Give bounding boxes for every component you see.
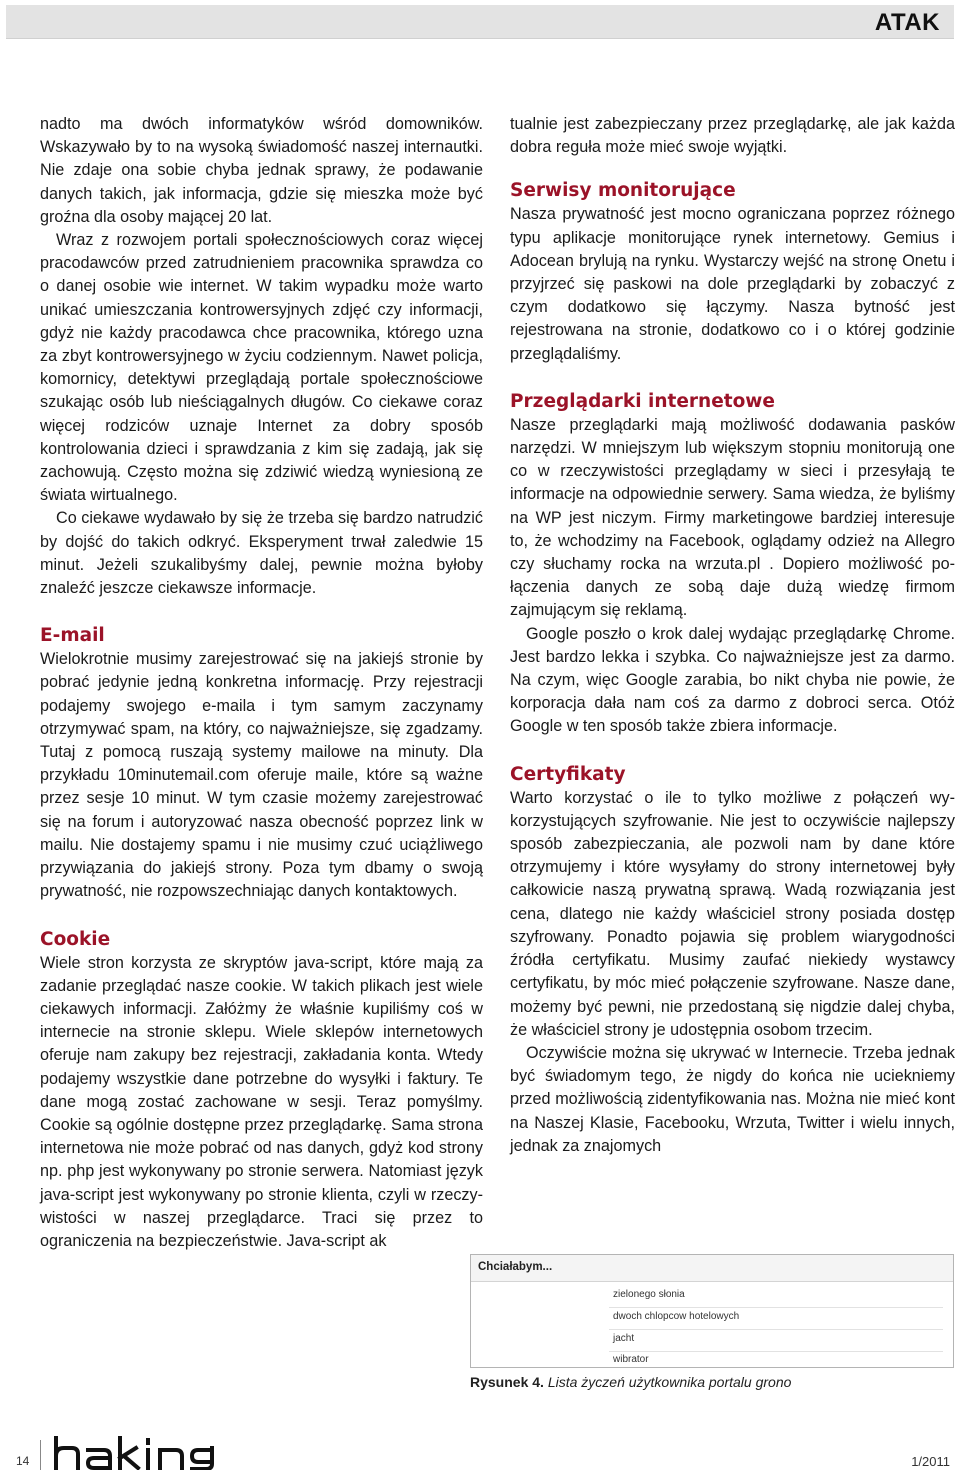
paragraph: Wielokrotnie musimy zarejestrować się na jakiejś stronie by pobrać jedynie jedną konkretna informację. Przy rejestracji podajemy swojego e-maila i tym samym zaczynamy otrzymywać spam, na który, co najważniejsze, się zgadzamy. Tutaj z pomocą ruszają systemy mailowe na minuty. Dla przykładu 10minutemail.com oferuje maile, które są ważne przez sesje 10 minut. W tym czasie możemy zarejestrować się na forum i autoryzować nasza obecność poprzez link w mailu. Nie dostajemy spamu i nie musimy czuć uciążliwego przywiązania do jakiejś strony. Poza tym dbamy o swoją prywatność, nie rozpowszechniając danych kontaktowych. [40,650,483,901]
paragraph: Nasze przeglądarki mają możliwość dodawania pasków narzędzi. W mniejszym lub większym stopniu monitorują one co w rzeczywistości przeglądamy w sieci i przesyłają te informacje na odpowiednie serwery. Sama wiedza, że byliśmy na WP jest niczym. Firmy marketingowe bardziej interesuje to, że wchodzimy na Facebook, oglądamy odzież na Allegro czy słuchamy rocka na wrzuta.pl . Dopiero możliwość połączenia danych ze sobą daje dużą wiedzę firmom zajmującym się reklamą. [510,415,955,620]
wishlist-item: dwoch chlopcow hotelowych [613,1311,740,1322]
paragraph: Google poszło o krok dalej wydając przeglądarkę Chrome. Jest bardzo lekka i szybka. Co najważniejsze jest za darmo. Na czym, więc Google zarabia, bo nikt chyba nie powie, że korporacja dała nam coś za darmo z dobroci serca. Otóż Google w ten sposób także zbiera informacje. [510,624,955,736]
paragraph: Oczywiście można się ukrywać w Internecie. Trzeba jednak być świadomym tego, że nigdy do końca nie uciekniemy przed możliwością zidentyfikowania nas. Można nie mieć kont na Naszej Klasie, Facebooku, Wrzuta, Twitter i wielu innych, jednak za znajomych [510,1043,955,1155]
divider [609,1307,943,1308]
issue-number: 1/2011 [911,1454,950,1469]
hakin9-logo [52,1436,252,1470]
paragraph: Wraz z rozwojem portali społecznościowych coraz więcej pracodawców przed zatrudnieniem pracownika sprawdza co o danej osobie wie internet. W takim wypadku może warto unikać umieszczania kontrowersyjnych zdjęć czy informacji, gdyż nie każdy pracodawca chce pracownika, którego uzna za zbyt kontrowersyjnego w życiu codziennym. Nawet policja, komornicy, detektywi przeglądają portale społecznościowe szukając osób lub nieściągalnych długów. Co ciekawe coraz więcej rodziców uznaje Internet za dobry sposób kontrolowania dzieci i sprawdzania z kim się zadają, jak się zachowują. Często można się zdziwić wiedzą wyniesioną ze świata wirtualnego. [40,231,483,505]
paragraph: Co ciekawe wydawało by się że trzeba się bardzo natrudzić by dojść do takich odkryć. Eksperyment trwał zaledwie 15 minut. Jeżeli szukalibyśmy dalej, pewnie można byłoby znaleźć jeszcze ciekawsze informacje. [40,509,483,598]
figure-caption [470,1374,791,1390]
divider [40,1440,41,1470]
heading-serwisy: Serwisy monitorujące [510,180,736,202]
wishlist-item: jacht [613,1333,635,1344]
paragraph: Nasza prywatność jest mocno ograniczana poprzez różnego typu aplikacje monitorujące rynek internetowy. Gemius i Adocean brylują na rynku. Wystarczy wejść na stronę Onetu i przyjrzeć się paskowi na dole przeglądarki by zobaczyć z czym dodatkowo się łączymy. Nasza bytność jest rejestrowana na stronie, dodatkowo co i o której godzinie przeglądaliśmy. [510,205,955,363]
paragraph: Warto korzystać o ile to tylko możliwe z połączeń wykorzystujących szyfrowanie. Nie jest to oczywiście najlepszy sposób zabezpieczania, ale pozwoli nam by dane które otrzymujemy i które wysyłamy do strony internetowej były całkowicie naszą prywatną sprawą. Wadą rozwiązania jest cena, dlatego nie każdy właściciel strony posiada dostęp szyfrowany. Ponadto pojawia się problem wiarygodności źródła certyfikatu. Musimy zaufać niekiedy wystawcy certyfikatu, by móc mieć połączenie szyfrowane. Nasze dane, możemy być pewni, nie przedostaną się nigdzie dalej chyba, że właściciel strony je udostępnia osobom trzecim. [510,788,955,1039]
right-column [510,113,955,1158]
heading-email: E-mail [40,625,105,647]
left-column [40,113,483,1253]
heading-certyfikaty: Certyfikaty [510,763,626,785]
divider [609,1351,943,1352]
wishlist-title-bar [471,1255,953,1282]
section-title: ATAK [874,9,940,36]
page-number: 14 [16,1454,30,1468]
caption-label: Rysunek 4. [470,1374,544,1390]
heading-cookie: Cookie [40,928,111,950]
wishlist-item: wibrator [613,1354,649,1365]
divider [609,1329,943,1330]
heading-przegladarki: Przeglądarki internetowe [510,390,775,412]
section-header [6,5,954,39]
wishlist-title: Chciałabym... [478,1261,553,1273]
figure-wishlist-screenshot [470,1254,954,1368]
paragraph: tualnie jest zabezpieczany przez przeglądarkę, ale jak każda dobra reguła może mieć swoje wyjątki. [510,115,955,157]
paragraph: Wiele stron korzysta ze skryptów java-script, które mają za zadanie przeglądać nasze cookie. W takich plikach jest wiele ciekawych informacji. Załóżmy że właśnie kupiliśmy coś w internecie na stronie sklepu. Wiele sklepów internetowych oferuje nam zakupy bez rejestracji, zakładania konta. Wtedy podajemy wszystkie dane potrzebne do wysyłki i faktury. Te dane mogą zostać zachowane w sesji. Teraz pomyślmy. Cookie są ogólnie dostępne przez przeglądarkę. Sama strona internetowa nie może pobrać od nas danych, gdyż kod strony np. php jest wykonywany po stronie serwera. Natomiast język java-script jest wykonywany po stronie klienta, czyli w rzeczywistości w naszej przeglądarce. Traci się przez to ograniczenia na bezpieczeństwie. Java-script ak [40,953,483,1250]
wishlist-item: zielonego słonia [613,1289,685,1300]
paragraph: nadto ma dwóch informatyków wśród domowników. Wskazywało by to na wysoką świadomość naszej internautki. Nie zdaje ona sobie chyba jednak sprawy, że podawanie danych takich, jak informacja, gdzie się mieszka może być groźna dla osoby mającej 20 lat. [40,115,483,226]
caption-text: Lista życzeń użytkownika portalu grono [543,1374,792,1390]
